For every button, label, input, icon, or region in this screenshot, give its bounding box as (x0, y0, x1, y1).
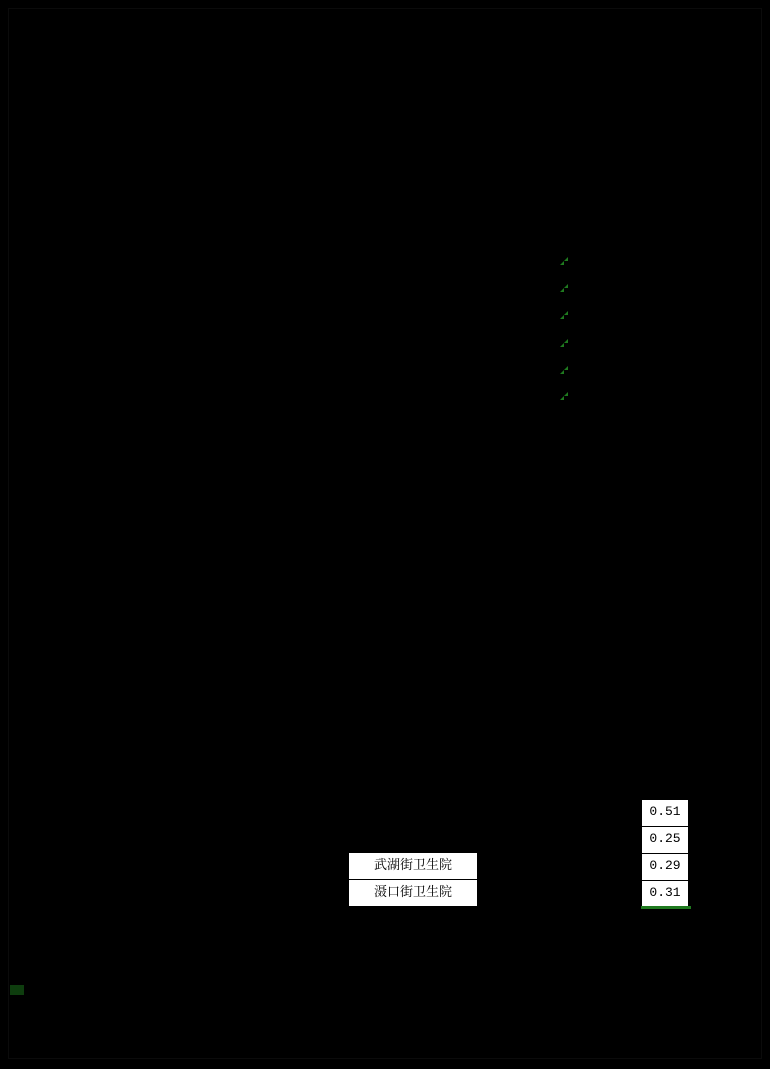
value-cell[interactable]: 0.51 (641, 799, 689, 827)
label-box[interactable]: 滠口街卫生院 (348, 879, 478, 907)
selection-underline (641, 906, 691, 909)
green-arrow-marker-icon[interactable] (560, 392, 569, 401)
window-frame-bottom (8, 1058, 762, 1059)
green-arrow-marker-icon[interactable] (560, 339, 569, 348)
value-cell[interactable]: 0.25 (641, 826, 689, 854)
green-arrow-marker-icon[interactable] (560, 257, 569, 266)
label-box[interactable]: 武湖街卫生院 (348, 852, 478, 880)
window-frame-top (8, 8, 762, 9)
green-arrow-marker-icon[interactable] (560, 311, 569, 320)
status-indicator (10, 985, 24, 995)
value-cell[interactable]: 0.31 (641, 880, 689, 908)
green-arrow-marker-icon[interactable] (560, 366, 569, 375)
green-arrow-marker-icon[interactable] (560, 284, 569, 293)
value-cell[interactable]: 0.29 (641, 853, 689, 881)
window-frame-right (761, 8, 762, 1059)
window-frame-left (8, 8, 9, 1059)
